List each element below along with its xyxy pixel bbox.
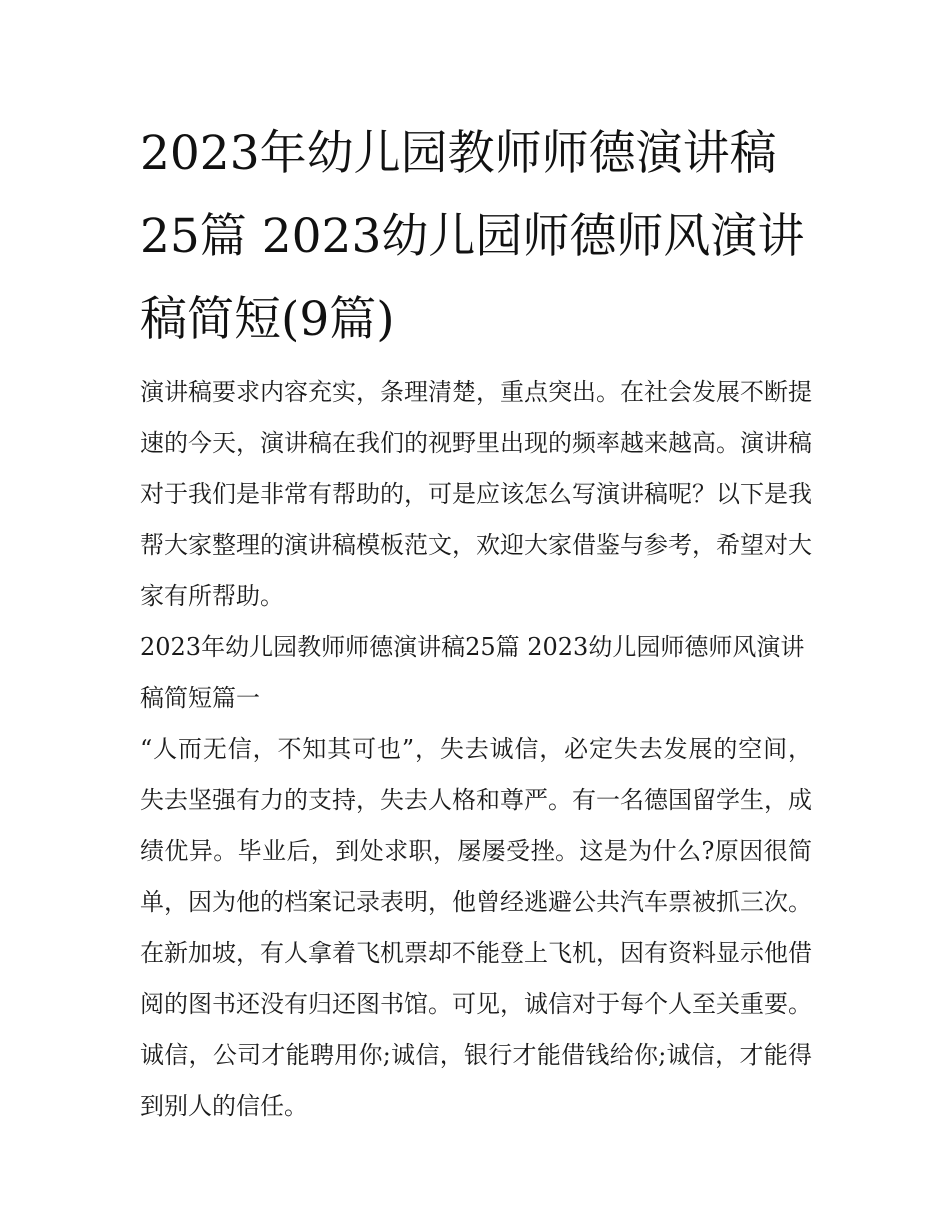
- section-heading: 2023年幼儿园教师师德演讲稿25篇 2023幼儿园师德师风演讲稿简短篇一: [140, 633, 805, 712]
- document-title: 2023年幼儿园教师师德演讲稿25篇 2023幼儿园师德师风演讲稿简短(9篇): [140, 126, 805, 347]
- intro-paragraph: 演讲稿要求内容充实，条理清楚，重点突出。在社会发展不断提速的今天，演讲稿在我们的视野里出现的频率越来越高。演讲稿对于我们是非常有帮助的，可是应该怎么写演讲稿呢？以下是我帮大家整理的演讲稿模板范文，欢迎大家借鉴与参考，希望对大家有所帮助。: [140, 378, 812, 610]
- document-page: [140, 112, 812, 1132]
- body-paragraph: “人而无信，不知其可也”，失去诚信，必定失去发展的空间，失去坚强有力的支持，失去人格和尊严。有一名德国留学生，成绩优异。毕业后，到处求职，屡屡受挫。这是为什么?原因很简单，因为他的档案记录表明，他曾经逃避公共汽车票被抓三次。在新加坡，有人拿着飞机票却不能登上飞机，因有资料显示他借阅的图书还没有归还图书馆。可见，诚信对于每个人至关重要。诚信，公司才能聘用你;诚信，银行才能借钱给你;诚信，才能得到别人的信任。: [140, 735, 812, 1120]
